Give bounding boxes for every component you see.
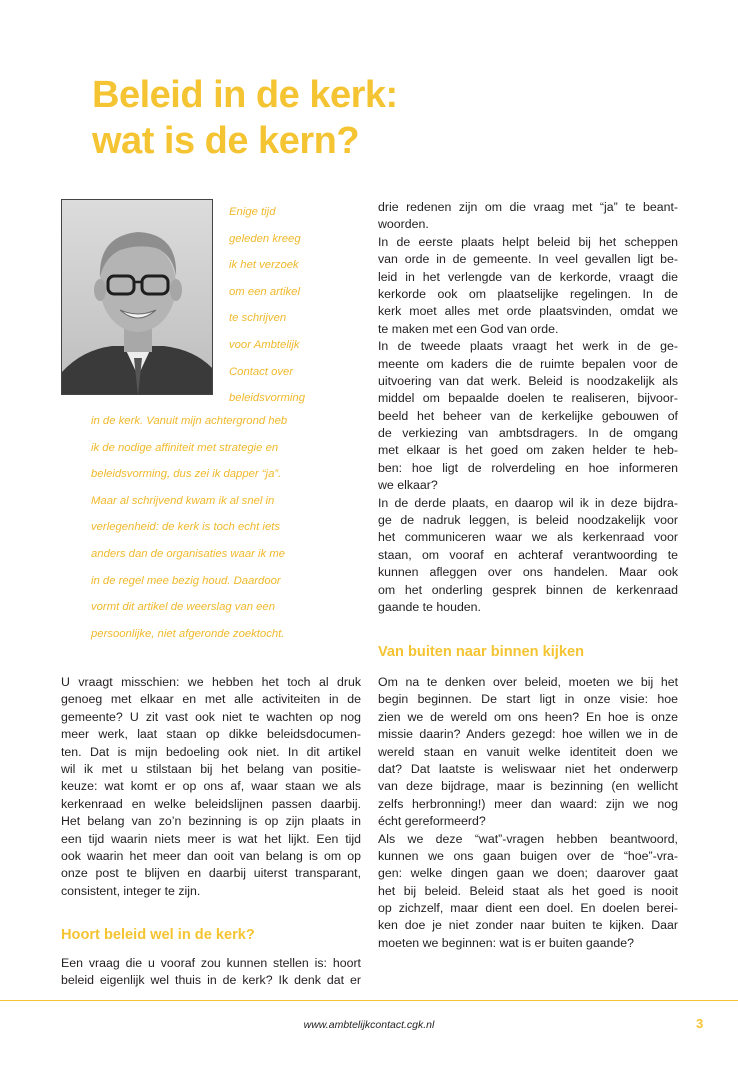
article-title [92,72,652,164]
body-line: In de derde plaats, en daarop wil ik in deze bijdra- [378,495,678,510]
intro-line: ik het verzoek [229,259,299,272]
body-line: middel om bepaalde doelen te realiseren, bijvoor- [378,391,678,406]
body-line: moeten we beginnen: wat is er buiten gaande? [378,935,634,950]
body-line: dat? Dat laatste is weliswaar niet het onderwerp [378,761,678,776]
intro-line: in de kerk. Vanuit mijn achtergrond heb [91,415,288,427]
body-line: ken doe je niet zonder naar buiten te kijken. Daar [378,918,678,933]
body-line: beleid eigenlijk wel thuis in de kerk? Ik denk dat er [61,973,361,988]
intro-wide [91,408,341,647]
body-line: om het onderling gesprek binnen de kerkenraad [378,582,678,597]
intro-line: beleidsvorming, dus zei ik dapper “ja”. [91,468,282,481]
body-line: gaande te houden. [378,599,481,614]
intro-line: vormt dit artikel de weerslag van een [91,601,275,614]
intro-line: verlegenheid: de kerk is toch echt iets [91,521,281,534]
body-line: de verkiezing van ambtsdragers. In de omgang [378,426,678,441]
body-line: onze post te blijven en daarbij uiterst transparant, [61,866,361,881]
author-photo [61,199,213,395]
intro-line: Maar al schrijvend kwam ik al snel in [91,494,275,507]
body-line: kunnen afleggen over ons handelen. Maar ook [378,565,678,580]
left-column-body [61,674,361,900]
body-line: In de eerste plaats helpt beleid bij het scheppen [378,234,678,249]
body-line: van deze bijdrage, maar is bezinning (en wellicht [378,779,678,794]
body-line: zien we de wereld om ons heen? En hoe is onze [378,709,678,724]
body-line: te maken met een God van orde. [378,321,559,336]
title-line-1: Beleid in de kerk: [92,74,398,116]
body-line: In de tweede plaats vraagt het werk in de ge- [378,339,678,354]
body-line: ben: hoe ligt de rolverdeling en hoe informeren [378,460,678,475]
body-line: op zichzelf, maar dient een doel. En doelen berei- [378,901,678,916]
left-column-body-2 [61,955,361,990]
intro-line: te schrijven [229,312,287,325]
body-line: genoeg met elkaar en met alle activiteiten in de [61,692,361,707]
body-line: Om na te denken over beleid, moeten we bij het [378,675,678,689]
body-line: meente om kaders die de ruimte bepalen voor de [378,356,678,371]
intro-line: voor Ambtelijk [229,338,300,351]
body-line: ten. Dat is mijn bedoeling ook niet. In dit artikel [61,744,361,759]
body-line: drie redenen zijn om die vraag met “ja” te beant- [378,200,678,214]
body-line: leid in het verlengde van de kerkorde, vraagt die [378,269,678,284]
intro-line: Enige tijd [229,206,276,218]
body-line: kerkorde ook om plaatselijke regelingen. In de [378,286,678,301]
body-line: consistent, integer te zijn. [61,883,201,898]
body-line: van orde in de gemeente. In veel gevallen ligt be- [378,252,678,267]
body-line: keuze: wat komt er op ons af, waar staan we als [61,779,361,794]
body-line: U vraagt misschien: we hebben het toch al druk [61,675,361,689]
intro-narrow [229,199,349,412]
body-line: we elkaar? [378,478,438,493]
page-number: 3 [696,1016,704,1031]
intro-line: anders dan de organisaties waar ik me [91,547,286,560]
intro-line: persoonlijke, niet afgeronde zoektocht. [91,627,285,640]
body-line: begin beginnen. De start ligt in onze visie: hoe [378,692,678,707]
body-line: Het belang van zo’n bezinning is op zijn plaats in [61,814,361,829]
title-line-2: wat is de kern? [92,120,360,162]
body-line: gen: welke dingen gaan we doen; daarover gaat [378,866,678,881]
right-column-body-2 [378,674,678,952]
intro-line: geleden kreeg [229,232,301,245]
body-line: woorden. [378,217,429,232]
body-line: het bij beleid. Beleid staat als het goed is nooit [378,883,678,898]
intro-line: in de regel mee bezig houd. Daardoor [91,574,281,587]
body-line: Als we deze “wat”-vragen hebben beantwoord, [378,831,678,846]
body-line: meer werk, laat staan op dikke beleidsdocumen- [61,727,361,742]
body-line: gemeente? U zit vast ook niet te wachten op nog [61,709,361,724]
intro-line: om een artikel [229,285,300,298]
footer-url[interactable]: www.ambtelijkcontact.cgk.nl [303,1019,435,1031]
body-line: met elkaar is het goed om zaken helder te heb- [378,443,678,458]
intro-line: Contact over [229,365,294,378]
body-line: uitvoering van dat werk. Beleid is noodzakelijk als [378,373,678,388]
intro-line: ik de nodige affiniteit met strategie en [91,441,279,454]
body-line: een tijd waarin niets meer is wat het lijkt. Een tijd [61,831,361,846]
body-line: missie daarin? Anders gezegd: hoe willen we in de [378,727,678,742]
body-line: kunnen we ons gaan buigen over de “hoe”-vra- [378,848,678,863]
body-line: beeld het beheer van de kerkelijke gebouwen of [378,408,678,423]
body-line: staan, om vooraf en achteraf verantwoording te [378,547,678,562]
body-line: écht gereformeerd? [378,814,486,829]
body-line: Een vraag die u vooraf zou kunnen stellen is: hoort [61,956,361,970]
body-line: kerk moet alles met orde plaatsvinden, omdat we [378,304,678,319]
footer-divider [0,1000,738,1001]
subheading-left: Hoort beleid wel in de kerk? [61,927,255,943]
subheading-right: Van buiten naar binnen kijken [378,644,584,660]
author-portrait-image [62,200,213,395]
body-line: wil ik met u stilstaan bij het belang van positie- [61,761,361,776]
body-line: ook waarin het meer dan ooit van belang is om op [61,848,361,863]
body-line: zelfs herbronning!) meer dan waard: zijn we nog [378,796,678,811]
intro-line: beleidsvorming [229,392,305,405]
body-line: kerkenraad en welke beleidslijnen passen daarbij. [61,796,361,811]
right-column-body [378,199,678,616]
body-line: wereld staan en vanuit welke identiteit doen we [378,744,678,759]
body-line: ge de nadruk leggen, is beleid noodzakelijk voor [378,513,678,528]
body-line: het communiceren waar we als kerkenraad voor [378,530,678,545]
